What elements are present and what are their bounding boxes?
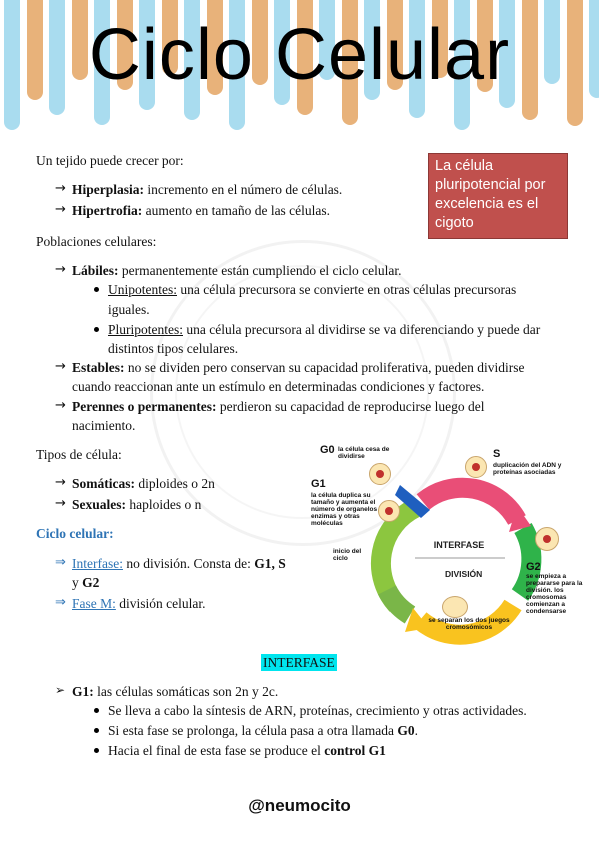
fase-s-label: Fase S bbox=[435, 513, 465, 523]
g1-desc: la célula duplica su tamaño y aumenta el número de organelos enzimas y otras moléculas bbox=[311, 492, 378, 527]
ciclo-heading: Ciclo celular: bbox=[36, 526, 114, 541]
unipotentes-cont: iguales. bbox=[108, 302, 150, 317]
s-title: S bbox=[493, 448, 501, 460]
intro-item-hipertrofia: Hipertrofia: aumento en tamaño de las células. bbox=[72, 203, 331, 218]
unipotentes-item: Unipotentes: una célula precursora se convierte en otras células precursoras bbox=[108, 282, 517, 297]
interfase-item: Interfase: no división. Consta de: G1, S bbox=[72, 556, 286, 571]
cell-icon bbox=[535, 527, 559, 551]
bullet-dot bbox=[94, 708, 99, 713]
fasem-link[interactable]: Fase M: bbox=[72, 596, 116, 611]
g1-bullet-3: Hacia el final de esta fase se produce el control G1 bbox=[108, 743, 386, 758]
g0-desc: la célula cesa de dividirse bbox=[338, 446, 390, 460]
interfase-diagram-label: INTERFASE bbox=[433, 540, 485, 550]
arrow-icon: → bbox=[55, 181, 66, 196]
somaticas-item: Somáticas: diploides o 2n bbox=[72, 476, 215, 491]
perennes-item: Perennes o permanentes: perdieron su capacidad de reproducirse luego del bbox=[72, 399, 485, 414]
estables-cont: cuando reaccionan ante un estímulo en determinadas condiciones y factores. bbox=[72, 379, 485, 394]
g2-title: G2 bbox=[526, 561, 541, 573]
inicio-ciclo-label: inicio del ciclo bbox=[333, 548, 362, 562]
g1-item: G1: las células somáticas son 2n y 2c. bbox=[72, 684, 279, 699]
double-arrow-icon: ⇒ bbox=[55, 595, 66, 610]
poblaciones-lead: Poblaciones celulares: bbox=[36, 234, 157, 249]
intro-item-hiperplasia: Hiperplasia: incremento en el número de células. bbox=[72, 182, 343, 197]
arrow-icon: → bbox=[55, 398, 66, 413]
bullet-dot bbox=[94, 287, 99, 292]
g1-bullet-2: Si esta fase se prolonga, la célula pasa a otra llamada G0. bbox=[108, 723, 419, 738]
page-title: Ciclo Celular bbox=[88, 15, 511, 95]
g1-bullet-1: Se lleva a cabo la síntesis de ARN, proteínas, crecimiento y otras actividades. bbox=[108, 703, 527, 718]
pluripotentes-item: Pluripotentes: una célula precursora al dividirse se va diferenciando y puede dar bbox=[108, 322, 541, 337]
cell-icon bbox=[369, 463, 391, 485]
callout-box: La célula pluripotencial por excelencia es el cigoto bbox=[428, 153, 568, 239]
interfase-cont: y G2 bbox=[72, 575, 100, 590]
labiles-item: Lábiles: permanentemente están cumpliendo el ciclo celular. bbox=[72, 263, 402, 278]
cell-icon bbox=[378, 500, 400, 522]
arrow-icon: → bbox=[55, 496, 66, 511]
sexuales-item: Sexuales: haploides o n bbox=[72, 497, 202, 512]
interfase-link[interactable]: Interfase: bbox=[72, 556, 123, 571]
estables-item: Estables: no se dividen pero conservan su capacidad proliferativa, pueden dividirse bbox=[72, 360, 525, 375]
division-label: DIVISIÓN bbox=[445, 569, 483, 579]
arrow-icon: → bbox=[55, 202, 66, 217]
s-desc: duplicación del ADN y proteínas asociadas bbox=[493, 462, 562, 476]
bullet-dot bbox=[94, 748, 99, 753]
bullet-dot bbox=[94, 327, 99, 332]
interfase-section-header: INTERFASE bbox=[263, 655, 335, 670]
tipos-lead: Tipos de célula: bbox=[36, 447, 122, 462]
intro-lead: Un tejido puede crecer por: bbox=[36, 153, 184, 168]
arrow-right-icon: ➢ bbox=[55, 683, 66, 697]
bullet-dot bbox=[94, 728, 99, 733]
g1-title: G1 bbox=[311, 478, 326, 490]
arrow-icon: → bbox=[55, 475, 66, 490]
pluripotentes-cont: distintos tipos celulares. bbox=[108, 341, 239, 356]
g0-title: G0 bbox=[320, 444, 335, 456]
arrow-icon: → bbox=[55, 262, 66, 277]
double-arrow-icon: ⇒ bbox=[55, 555, 66, 570]
bottom-desc: se separan los dos juegos cromosómicos bbox=[428, 617, 510, 631]
cell-icon bbox=[465, 456, 487, 478]
arrow-icon: → bbox=[55, 359, 66, 374]
fasem-item: Fase M: división celular. bbox=[72, 596, 206, 611]
arc-citocinesis bbox=[387, 590, 410, 615]
author-handle: @neumocito bbox=[248, 796, 351, 815]
g2-desc: se empieza a prepararse para la división. los cromosomas comienzan a condensarse bbox=[526, 573, 583, 615]
perennes-cont: nacimiento. bbox=[72, 418, 136, 433]
cell-icon bbox=[442, 596, 468, 618]
